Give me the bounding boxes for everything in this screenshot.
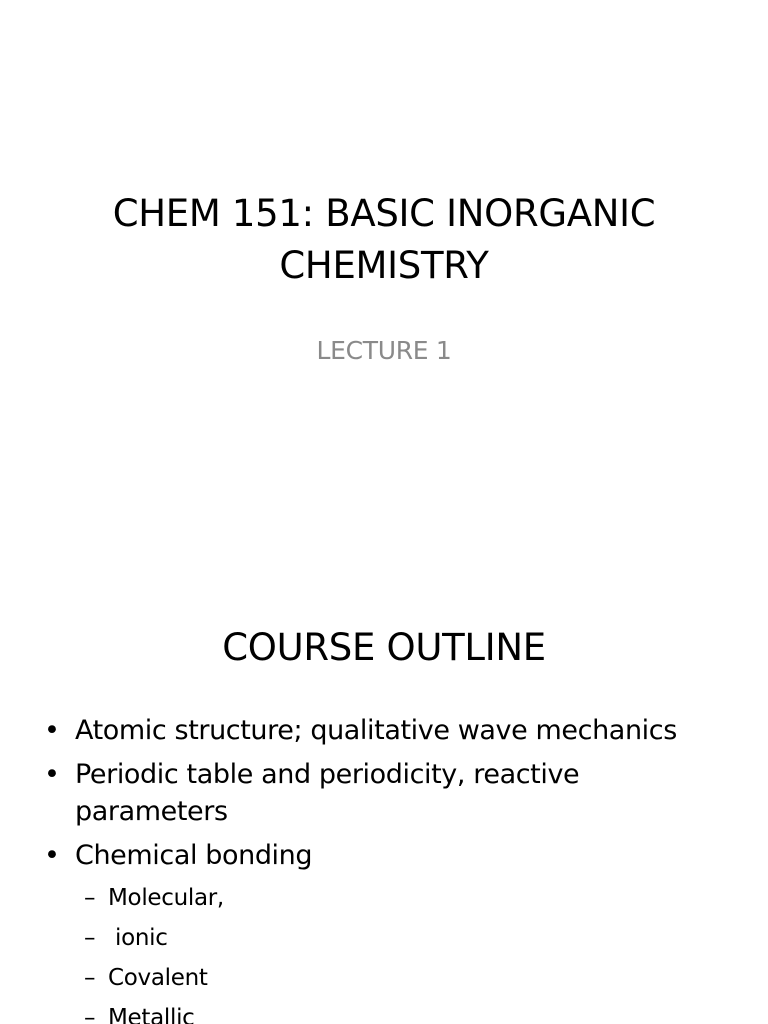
course-outline-slide: [0, 576, 768, 1024]
bullet-marker: •: [44, 715, 60, 746]
sub-item-molecular: [0, 881, 768, 915]
sub-item-text: Metallic: [108, 1005, 195, 1024]
bullet-marker: •: [44, 840, 60, 871]
sub-item-text: Covalent: [108, 965, 208, 991]
sub-item-metallic: [0, 1001, 768, 1024]
dash-marker: –: [84, 965, 96, 991]
outline-bullet-atomic-structure: [0, 712, 768, 749]
outline-list: [0, 712, 768, 1024]
outline-bullet-periodic-table: [0, 756, 768, 830]
sub-item-ionic: [0, 921, 768, 955]
bullet-text: Periodic table and periodicity, reactive parameters: [75, 759, 580, 827]
bullet-text: Chemical bonding: [75, 840, 313, 871]
sub-item-covalent: [0, 961, 768, 995]
bullet-marker: •: [44, 759, 60, 790]
outline-bullet-chemical-bonding: [0, 837, 768, 874]
dash-marker: –: [84, 925, 96, 951]
sub-item-text: ionic: [108, 925, 168, 951]
dash-marker: –: [84, 1005, 96, 1024]
dash-marker: –: [84, 885, 96, 911]
sub-item-text: Molecular,: [108, 885, 224, 911]
bullet-text: Atomic structure; qualitative wave mechanics: [75, 715, 677, 746]
slide-subtitle: LECTURE 1: [316, 336, 452, 365]
slide-title: CHEM 151: BASIC INORGANIC CHEMISTRY: [112, 192, 656, 287]
course-outline-heading: COURSE OUTLINE: [222, 626, 546, 669]
